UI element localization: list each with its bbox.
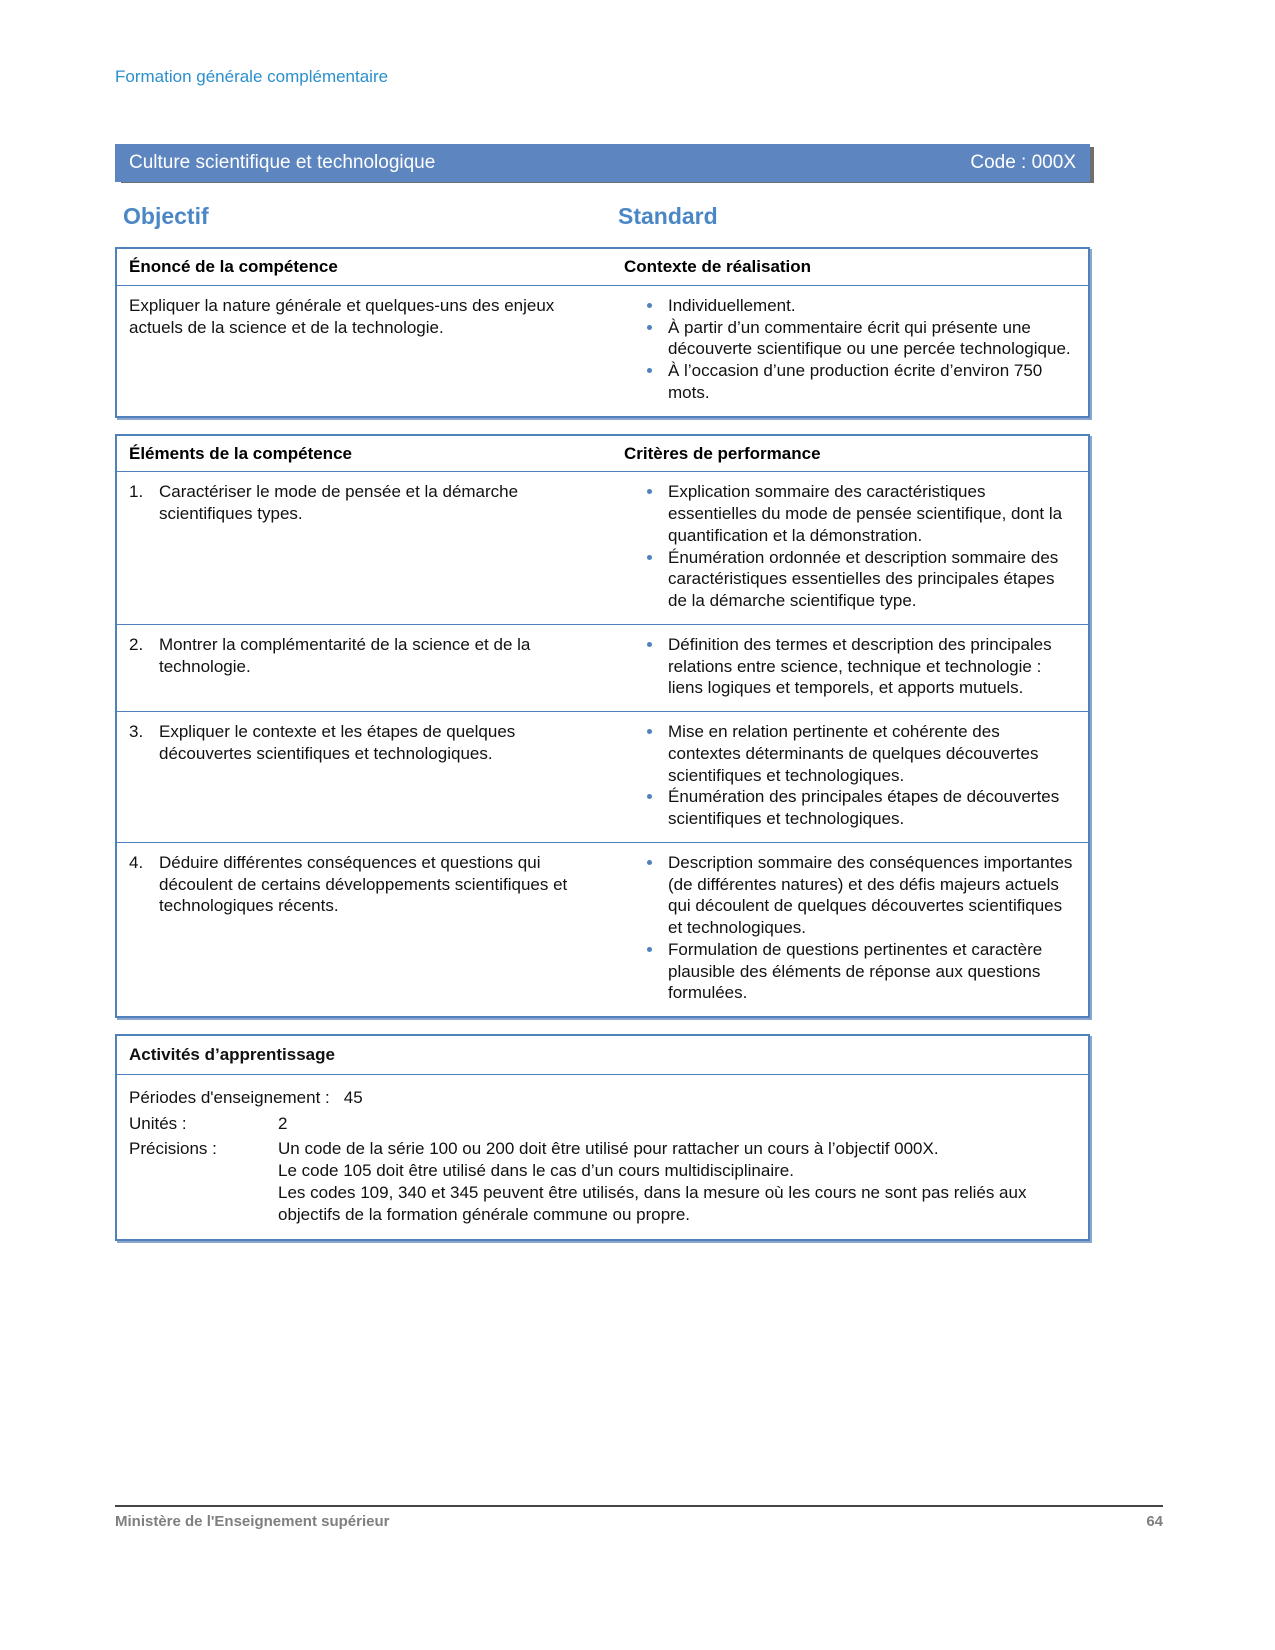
element-cell (117, 843, 612, 1016)
units-row (129, 1113, 1076, 1135)
competence-left-header: Énoncé de la compétence (129, 257, 338, 277)
element-text: Caractériser le mode de pensée et la démarche scientifiques types. (159, 482, 519, 524)
page-footer (115, 1505, 1163, 1531)
list-item: • À l’occasion d’une production écrite d’environ 750 mots. (664, 360, 1076, 404)
element-cell (117, 625, 612, 711)
context-bullet-list (624, 295, 1076, 404)
footer-ministry: Ministère de l'Enseignement supérieur (115, 1513, 390, 1530)
competence-table-header (117, 249, 1088, 286)
competence-table (115, 247, 1090, 418)
element-number: 2. (129, 634, 144, 654)
precisions-row (129, 1138, 1076, 1225)
competence-right-header: Contexte de réalisation (624, 257, 812, 277)
element-text: Expliquer le contexte et les étapes de quelques découvertes scientifiques et technologiques. (159, 722, 516, 763)
element-number: 4. (129, 852, 144, 872)
criteria-cell (612, 625, 1088, 711)
activities-table (115, 1034, 1090, 1241)
elements-right-header: Critères de performance (624, 443, 821, 463)
element-number: 1. (129, 482, 144, 502)
units-value: 2 (278, 1113, 288, 1133)
table-row (117, 472, 1088, 624)
criteria-bullet-list (624, 481, 1076, 612)
element-cell (117, 712, 612, 842)
element-text: Montrer la complémentarité de la science et de la technologie. (159, 634, 531, 676)
objectif-title: Objectif (123, 202, 209, 229)
competence-statement: Expliquer la nature générale et quelques-uns des enjeux actuels de la science et de la technologie. (129, 295, 555, 337)
page-content (115, 0, 1090, 1241)
units-label: Unités : (129, 1113, 187, 1133)
table-row (117, 624, 1088, 711)
periods-value: 45 (343, 1087, 363, 1107)
activities-header: Activités d’apprentissage (117, 1036, 1088, 1075)
element-cell (117, 472, 612, 624)
list-item: • Énumération des principales étapes de découvertes scientifiques et technologiques. (664, 786, 1076, 830)
list-item: • Formulation de questions pertinentes et caractère plausible des éléments de réponse aux questions formulées. (664, 939, 1076, 1004)
element-number: 3. (129, 722, 144, 742)
column-titles (115, 202, 1090, 231)
table-row (117, 711, 1088, 842)
context-bullets-cell (612, 286, 1088, 416)
list-item: • Énumération ordonnée et description sommaire des caractéristiques essentielles des principales étapes de la démarche scientifique type. (664, 547, 1076, 612)
criteria-cell (612, 472, 1088, 624)
criteria-bullet-list (624, 634, 1076, 699)
periods-row (129, 1087, 1076, 1109)
doc-category-label: Formation générale complémentaire (115, 67, 389, 86)
elements-left-header: Éléments de la compétence (129, 443, 352, 463)
precisions-line: Le code 105 doit être utilisé dans le cas d’un cours multidisciplinaire. (278, 1161, 794, 1181)
criteria-cell (612, 712, 1088, 842)
precisions-label: Précisions : (129, 1139, 217, 1159)
list-item: • Mise en relation pertinente et cohérente des contextes déterminants de quelques découvertes scientifiques et technologiques. (664, 721, 1076, 786)
elements-table (115, 434, 1090, 1019)
section-title: Culture scientifique et technologique (129, 151, 436, 173)
criteria-bullet-list (624, 721, 1076, 830)
elements-table-header (117, 436, 1088, 473)
section-code: Code : 000X (970, 151, 1076, 173)
periods-label: Périodes d'enseignement : (129, 1087, 330, 1107)
standard-title: Standard (618, 202, 718, 229)
list-item: • Individuellement. (664, 295, 1076, 317)
section-header-bar (115, 144, 1090, 182)
precisions-line: Un code de la série 100 ou 200 doit être utilisé pour rattacher un cours à l’objectif 000X. (278, 1139, 939, 1159)
table-row (117, 286, 1088, 416)
list-item: • Définition des termes et description des principales relations entre science, technique et technologie : liens logiques et temporels, et apports mutuels. (664, 634, 1076, 699)
precisions-line: Les codes 109, 340 et 345 peuvent être utilisés, dans la mesure où les cours ne sont pas reliés aux objectifs de la formation générale commune ou propre. (278, 1182, 1027, 1224)
criteria-bullet-list (624, 852, 1076, 1004)
list-item: • Explication sommaire des caractéristiques essentielles du mode de pensée scientifique, dont la quantification et la démonstration. (664, 481, 1076, 546)
element-text: Déduire différentes conséquences et questions qui découlent de certains développements scientifiques et technologiques récents. (159, 852, 568, 916)
table-row (117, 842, 1088, 1016)
list-item: • Description sommaire des conséquences importantes (de différentes natures) et des défis majeurs actuels qui découlent de quelques découvertes scientifiques et technologiques. (664, 852, 1076, 939)
precisions-value (278, 1138, 1076, 1225)
criteria-cell (612, 843, 1088, 1016)
list-item: • À partir d’un commentaire écrit qui présente une découverte scientifique ou une percée technologique. (664, 317, 1076, 361)
activities-body (117, 1075, 1088, 1240)
footer-page-number: 64 (1146, 1513, 1163, 1530)
